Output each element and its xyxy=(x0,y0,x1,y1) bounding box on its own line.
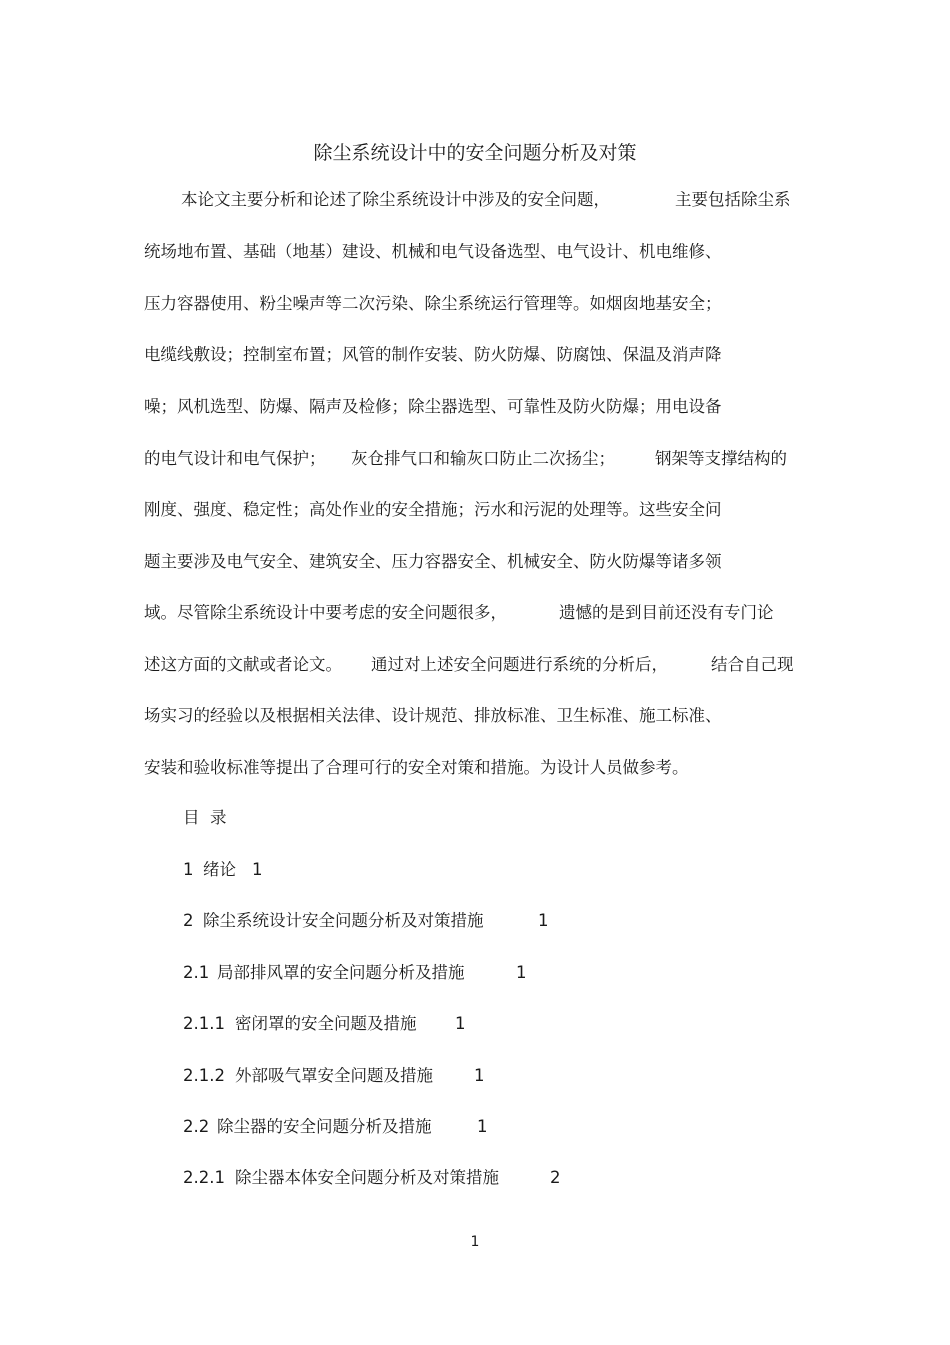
abstract-text: 电缆线敷设；控制室布置；风管的制作安装、防火防爆、防腐蚀、保温及消声降 xyxy=(144,345,722,364)
toc-entry-page: 2 xyxy=(550,1168,561,1187)
document-title: 除尘系统设计中的安全问题分析及对策 xyxy=(313,142,637,164)
toc-entry-label: 局部排风罩的安全问题分析及措施 xyxy=(217,963,465,982)
abstract-text: 结合自己现 xyxy=(711,655,794,674)
abstract-text: 的电气设计和电气保护； xyxy=(144,449,326,468)
toc-entry-label: 除尘器的安全问题分析及措施 xyxy=(217,1117,432,1136)
toc-entry-number: 2 xyxy=(183,911,194,930)
abstract-text: 通过对上述安全问题进行系统的分析后， xyxy=(371,655,668,674)
toc-entry-number: 1 xyxy=(183,860,194,879)
toc-entry-number: 2.1 xyxy=(183,963,210,982)
abstract-text: 域。尽管除尘系统设计中要考虑的安全问题很多， xyxy=(144,603,507,622)
toc-entry-number: 2.2.1 xyxy=(183,1168,225,1187)
abstract-text: 场实习的经验以及根据相关法律、设计规范、排放标准、卫生标准、施工标准、 xyxy=(144,706,722,725)
toc-entry-page: 1 xyxy=(516,963,527,982)
abstract-text: 钢架等支撑结构的 xyxy=(655,449,787,468)
toc-entry-label: 外部吸气罩安全问题及措施 xyxy=(235,1066,433,1085)
toc-entry-label: 密闭罩的安全问题及措施 xyxy=(235,1014,417,1033)
abstract-text: 遗憾的是到目前还没有专门论 xyxy=(559,603,774,622)
toc-heading: 目 录 xyxy=(183,808,227,827)
abstract-text: 刚度、强度、稳定性；高处作业的安全措施；污水和污泥的处理等。这些安全问 xyxy=(144,500,722,519)
abstract-text: 主要包括除尘系 xyxy=(675,190,791,209)
toc-entry-label: 绪论 xyxy=(203,860,236,879)
abstract-text: 本论文主要分析和论述了除尘系统设计中涉及的安全问题， xyxy=(181,190,610,209)
toc-entry-page: 1 xyxy=(474,1066,485,1085)
page-number: 1 xyxy=(470,1234,480,1250)
toc-entry-page: 1 xyxy=(477,1117,488,1136)
abstract-text: 安装和验收标准等提出了合理可行的安全对策和措施。为设计人员做参考。 xyxy=(144,758,689,777)
toc-entry-page: 1 xyxy=(455,1014,466,1033)
toc-entry-number: 2.2 xyxy=(183,1117,210,1136)
abstract-text: 述这方面的文献或者论文。 xyxy=(144,655,342,674)
abstract-text: 灰仓排气口和输灰口防止二次扬尘； xyxy=(351,449,615,468)
abstract-text: 噪；风机选型、防爆、隔声及检修；除尘器选型、可靠性及防火防爆；用电设备 xyxy=(144,397,722,416)
abstract-text: 压力容器使用、粉尘噪声等二次污染、除尘系统运行管理等。如烟囱地基安全； xyxy=(144,294,722,313)
toc-entry-page: 1 xyxy=(252,860,263,879)
abstract-text: 题主要涉及电气安全、建筑安全、压力容器安全、机械安全、防火防爆等诸多领 xyxy=(144,552,722,571)
toc-entry-page: 1 xyxy=(538,911,549,930)
toc-entry-number: 2.1.2 xyxy=(183,1066,225,1085)
toc-entry-label: 除尘系统设计安全问题分析及对策措施 xyxy=(203,911,484,930)
toc-entry-number: 2.1.1 xyxy=(183,1014,225,1033)
toc-entry-label: 除尘器本体安全问题分析及对策措施 xyxy=(235,1168,499,1187)
abstract-text: 统场地布置、基础（地基）建设、机械和电气设备选型、电气设计、机电维修、 xyxy=(144,242,722,261)
